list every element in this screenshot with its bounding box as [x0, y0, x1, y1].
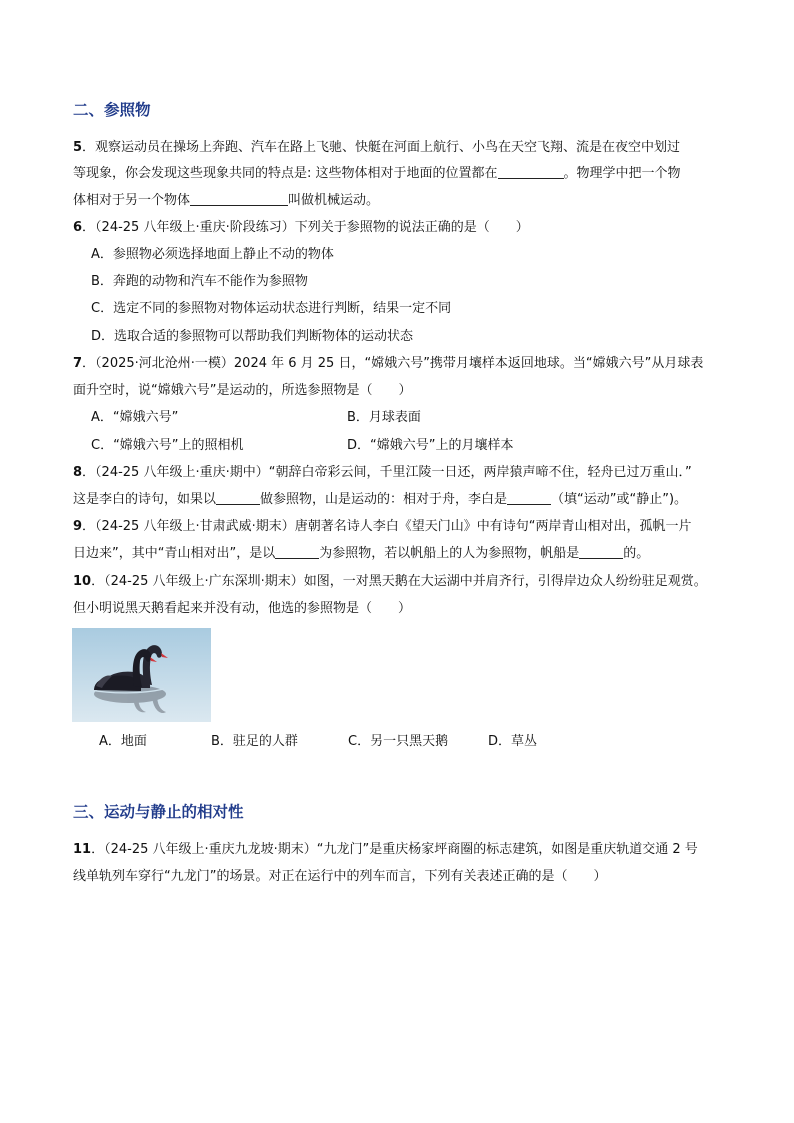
- question-8-line-1: 8．（24-25 八年级上·重庆·期中）“朝辞白帝彩云间，千里江陵一日还，两岸猿声啼不住，轻舟已过万重山．”: [73, 465, 692, 480]
- question-6-option-b[interactable]: B．奔跑的动物和汽车不能作为参照物: [91, 274, 308, 289]
- answer-blank[interactable]: [216, 491, 260, 505]
- question-7-line-2: 面升空时，说“嫦娥六号”是运动的，所选参照物是（ ）: [73, 383, 412, 398]
- question-8-number: 8: [73, 465, 83, 480]
- question-10-option-c[interactable]: C．另一只黑天鹅: [348, 734, 449, 749]
- question-6-option-c[interactable]: C．选定不同的参照物对物体运动状态进行判断，结果一定不同: [91, 301, 452, 316]
- section-title-reference-object: 二、参照物: [73, 101, 151, 119]
- question-10-option-b[interactable]: B．驻足的人群: [211, 734, 298, 749]
- question-7-option-a[interactable]: A．“嫦娥六号”: [91, 410, 179, 425]
- black-swans-photo: [72, 628, 211, 722]
- answer-blank[interactable]: [275, 545, 319, 559]
- question-5-number: 5: [73, 140, 83, 155]
- question-11-line-2: 线单轨列车穿行“九龙门”的场景。对正在运行中的列车而言，下列有关表述正确的是（ ）: [73, 869, 607, 884]
- question-11-number: 11: [73, 842, 92, 857]
- black-swans-illustration: [72, 628, 211, 722]
- question-6-stem: 6．（24-25 八年级上·重庆·阶段练习）下列关于参照物的说法正确的是（ ）: [73, 220, 529, 235]
- question-7-number: 7: [73, 356, 83, 371]
- question-10-option-d[interactable]: D．草丛: [488, 734, 538, 749]
- question-5-line-3: 体相对于另一个物体 叫做机械运动。: [73, 193, 380, 208]
- question-7-option-d[interactable]: D．“嫦娥六号”上的月壤样本: [347, 438, 514, 453]
- question-7-option-c[interactable]: C．“嫦娥六号”上的照相机: [91, 438, 244, 453]
- question-9-number: 9: [73, 519, 83, 534]
- question-6-option-a[interactable]: A．参照物必须选择地面上静止不动的物体: [91, 247, 334, 262]
- answer-blank[interactable]: [190, 192, 288, 206]
- question-10-number: 10: [73, 574, 92, 589]
- question-6-number: 6: [73, 220, 83, 235]
- question-10-option-a[interactable]: A．地面: [99, 734, 147, 749]
- question-5-line-2: 等现象，你会发现这些现象共同的特点是: 这些物体相对于地面的位置都在 。物理学中把一个物: [73, 166, 681, 181]
- section-title-relativity-of-motion: 三、运动与静止的相对性: [73, 803, 244, 821]
- question-10-line-2: 但小明说黑天鹅看起来并没有动，他选的参照物是（ ）: [73, 601, 412, 616]
- answer-blank[interactable]: [498, 165, 564, 179]
- question-5-line-1: 5．观察运动员在操场上奔跑、汽车在路上飞驰、快艇在河面上航行、小鸟在天空飞翔、流是在夜空中划过: [73, 140, 681, 155]
- question-11-line-1: 11．（24-25 八年级上·重庆九龙坡·期末）“九龙门”是重庆杨家坪商圈的标志建筑，如图是重庆轨道交通 2 号: [73, 842, 698, 857]
- answer-blank[interactable]: [579, 545, 623, 559]
- question-7-line-1: 7．（2025·河北沧州·一模）2024 年 6 月 25 日，“嫦娥六号”携带月壤样本返回地球。当“嫦娥六号”从月球表: [73, 356, 704, 371]
- question-9-line-1: 9．（24-25 八年级上·甘肃武威·期末）唐朝著名诗人李白《望天门山》中有诗句“两岸青山相对出，孤帆一片: [73, 519, 692, 534]
- question-8-line-2: 这是李白的诗句，如果以 做参照物，山是运动的：相对于舟，李白是 （填“运动”或“静止”)。: [73, 492, 688, 507]
- question-10-line-1: 10．（24-25 八年级上·广东深圳·期末）如图，一对黑天鹅在大运湖中并肩齐行，引得岸边众人纷纷驻足观赏。: [73, 574, 707, 589]
- question-7-option-b[interactable]: B．月球表面: [347, 410, 421, 425]
- question-9-line-2: 日边来”，其中“青山相对出”，是以 为参照物，若以帆船上的人为参照物，帆船是 的。: [73, 546, 650, 561]
- question-6-option-d[interactable]: D．选取合适的参照物可以帮助我们判断物体的运动状态: [91, 329, 414, 344]
- answer-blank[interactable]: [507, 491, 551, 505]
